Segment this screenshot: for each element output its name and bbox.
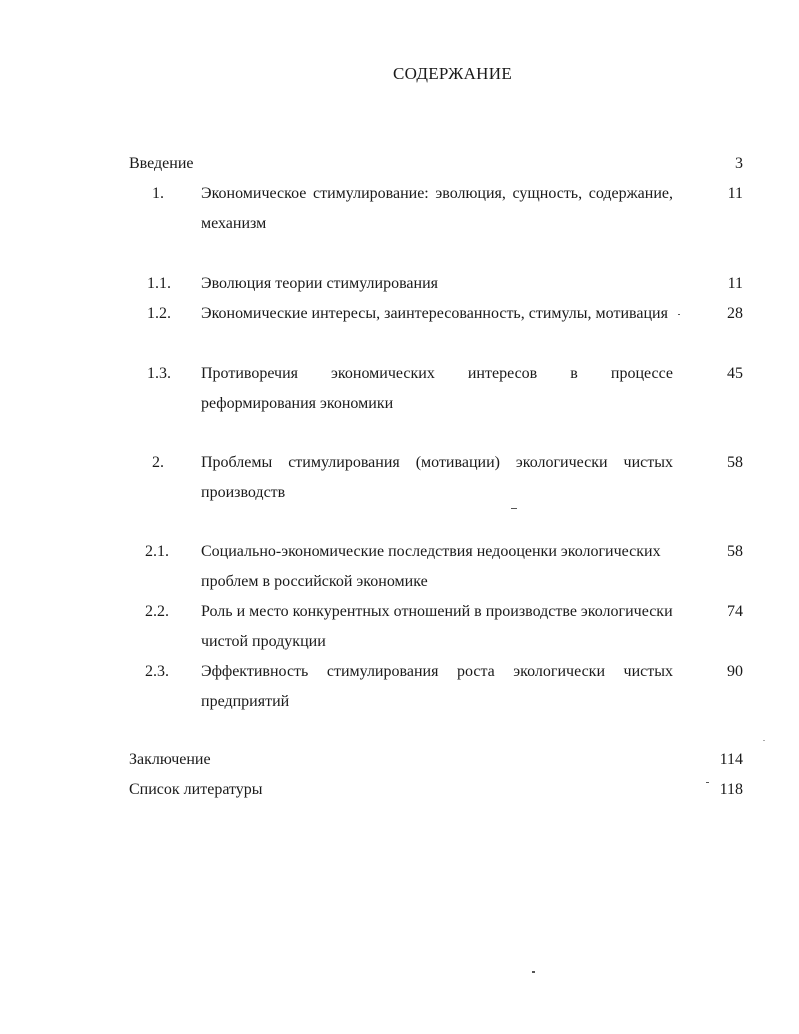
toc-entry-number: 2.2. (145, 603, 169, 620)
scan-artifact (511, 508, 517, 509)
toc-entry-text: Экономические интересы, заинтересованность, стимулы, мотивация (201, 305, 668, 322)
toc-entry-number: 1.2. (147, 305, 171, 322)
toc-entry-page: 11 (727, 185, 743, 202)
toc-entry-number: 2.1. (145, 543, 169, 560)
toc-entry-number: 1. (152, 185, 164, 202)
toc-entry-text: Эффективность стимулирования роста экологически чистых предприятий (201, 663, 673, 710)
toc-entry-page: 74 (727, 603, 743, 620)
toc-entry-page: 114 (719, 751, 743, 768)
toc-entry-page: 45 (727, 365, 743, 382)
toc-entry-number: 2. (152, 454, 164, 471)
toc-entry-page: 3 (735, 155, 743, 172)
scan-artifact (678, 314, 680, 315)
scan-artifact (763, 740, 765, 741)
scan-artifact (706, 782, 709, 783)
toc-entry-page: 58 (727, 543, 743, 560)
toc-entry-page: 11 (727, 275, 743, 292)
toc-entry-text: Заключение (129, 751, 211, 768)
toc-entry-text: Социально-экономические последствия недооценки экологических проблем в российской экономике (201, 543, 661, 590)
toc-entry-number: 1.1. (147, 275, 171, 292)
toc-entry-text: Роль и место конкурентных отношений в производстве экологически чистой продукции (201, 603, 673, 650)
toc-entry-number: 2.3. (145, 663, 169, 680)
toc-entry-page: 118 (719, 781, 743, 798)
scan-artifact (532, 971, 535, 973)
toc-entry-text: Экономическое стимулирование: эволюция, сущность, содержание, механизм (201, 185, 673, 232)
toc-entry-text: Эволюция теории стимулирования (201, 275, 438, 292)
toc-entry-text: Противоречия экономических интересов в процессе реформирования экономики (201, 365, 673, 412)
toc-entry-number: 1.3. (147, 365, 171, 382)
toc-entry-text: Проблемы стимулирования (мотивации) экологически чистых производств (201, 454, 673, 501)
toc-entry-page: 28 (727, 305, 743, 322)
toc-entry-page: 90 (727, 663, 743, 680)
toc-entry-text: Список литературы (129, 781, 263, 798)
page-title: СОДЕРЖАНИЕ (392, 64, 513, 83)
toc-entry-page: 58 (727, 454, 743, 471)
toc-entry-text: Введение (129, 155, 194, 172)
